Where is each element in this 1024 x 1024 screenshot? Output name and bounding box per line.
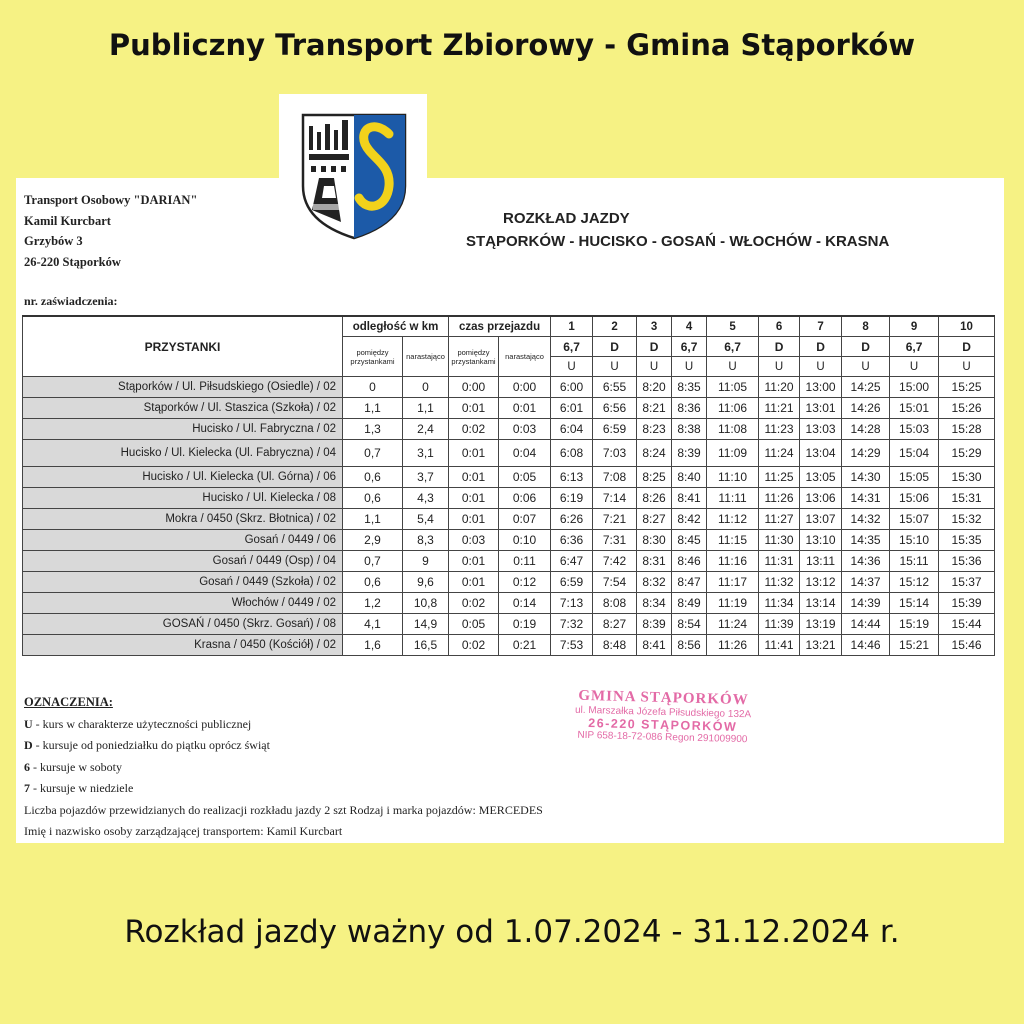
departure-time-cell: 6:59 — [551, 572, 593, 593]
stop-name-cell: Hucisko / Ul. Kielecka / 08 — [23, 488, 343, 509]
company-info — [24, 190, 197, 272]
legend — [24, 692, 543, 843]
distance-cell: 0,6 — [343, 467, 403, 488]
departure-time-cell: 11:26 — [759, 488, 800, 509]
legend-text: - kursuje od poniedziałku do piątku oprócz świąt — [32, 738, 270, 752]
timetable-body — [23, 377, 995, 656]
departure-time-cell: 7:32 — [551, 614, 593, 635]
distance-total-cell: 1,1 — [403, 398, 449, 419]
time-total-cell: 0:11 — [499, 551, 551, 572]
legend-text: - kursuje w niedziele — [30, 781, 134, 795]
departure-time-cell: 8:40 — [672, 467, 707, 488]
run-days: D — [800, 337, 842, 357]
distance-total-cell: 14,9 — [403, 614, 449, 635]
stamp-line: NIP 658-18-72-086 Regon 291009900 — [577, 729, 748, 746]
departure-time-cell: 15:30 — [939, 467, 995, 488]
departure-time-cell: 8:35 — [672, 377, 707, 398]
stamp-line: ul. Marszałka Józefa Piłsudskiego 132A — [574, 704, 752, 721]
run-type: U — [759, 357, 800, 377]
departure-time-cell: 14:28 — [842, 419, 890, 440]
table-row — [23, 593, 995, 614]
departure-time-cell: 11:20 — [759, 377, 800, 398]
departure-time-cell: 8:31 — [637, 551, 672, 572]
legend-code: 6 — [24, 759, 30, 774]
departure-time-cell: 8:27 — [637, 509, 672, 530]
company-name: Transport Osobowy "DARIAN" — [24, 193, 198, 207]
stops-header: PRZYSTANKI — [23, 316, 343, 377]
time-total-cell: 0:04 — [499, 440, 551, 467]
stop-name-cell: Mokra / 0450 (Skrz. Błotnica) / 02 — [23, 509, 343, 530]
distance-total-cell: 2,4 — [403, 419, 449, 440]
run-days: D — [939, 337, 995, 357]
departure-time-cell: 8:42 — [672, 509, 707, 530]
distance-cell: 0,7 — [343, 440, 403, 467]
departure-time-cell: 13:00 — [800, 377, 842, 398]
departure-time-cell: 15:37 — [939, 572, 995, 593]
distance-total-cell: 10,8 — [403, 593, 449, 614]
departure-time-cell: 8:23 — [637, 419, 672, 440]
table-row — [23, 377, 995, 398]
departure-time-cell: 6:55 — [593, 377, 637, 398]
departure-time-cell: 7:31 — [593, 530, 637, 551]
run-number: 8 — [842, 316, 890, 337]
distance-total-cell: 16,5 — [403, 635, 449, 656]
run-type: U — [672, 357, 707, 377]
departure-time-cell: 13:07 — [800, 509, 842, 530]
distance-header: odległość w km — [343, 316, 449, 337]
run-number: 5 — [707, 316, 759, 337]
departure-time-cell: 15:21 — [890, 635, 939, 656]
departure-time-cell: 8:30 — [637, 530, 672, 551]
departure-time-cell: 13:19 — [800, 614, 842, 635]
departure-time-cell: 11:31 — [759, 551, 800, 572]
departure-time-cell: 6:01 — [551, 398, 593, 419]
departure-time-cell: 11:16 — [707, 551, 759, 572]
departure-time-cell: 14:36 — [842, 551, 890, 572]
departure-time-cell: 8:27 — [593, 614, 637, 635]
distance-total-cell: 9 — [403, 551, 449, 572]
run-type: U — [637, 357, 672, 377]
run-number: 7 — [800, 316, 842, 337]
run-days: D — [593, 337, 637, 357]
departure-time-cell: 11:08 — [707, 419, 759, 440]
table-row — [23, 635, 995, 656]
run-number: 6 — [759, 316, 800, 337]
time-cell: 0:02 — [449, 593, 499, 614]
distance-cell: 4,1 — [343, 614, 403, 635]
departure-time-cell: 6:04 — [551, 419, 593, 440]
departure-time-cell: 11:30 — [759, 530, 800, 551]
logo-container — [279, 94, 427, 254]
distance-cell: 1,1 — [343, 398, 403, 419]
time-total-cell: 0:01 — [499, 398, 551, 419]
departure-time-cell: 14:29 — [842, 440, 890, 467]
run-days: 6,7 — [672, 337, 707, 357]
departure-time-cell: 7:42 — [593, 551, 637, 572]
time-total-cell: 0:06 — [499, 488, 551, 509]
departure-time-cell: 15:10 — [890, 530, 939, 551]
stop-name-cell: Gosań / 0449 (Szkoła) / 02 — [23, 572, 343, 593]
departure-time-cell: 13:11 — [800, 551, 842, 572]
run-type: U — [800, 357, 842, 377]
distance-cell: 1,6 — [343, 635, 403, 656]
departure-time-cell: 11:17 — [707, 572, 759, 593]
time-cumulative-header: narastająco — [499, 337, 551, 377]
legend-code: 7 — [24, 781, 30, 795]
certificate-label: nr. zaświadczenia: — [24, 294, 118, 308]
departure-time-cell: 13:04 — [800, 440, 842, 467]
distance-cell: 2,9 — [343, 530, 403, 551]
departure-time-cell: 8:34 — [637, 593, 672, 614]
departure-time-cell: 7:14 — [593, 488, 637, 509]
table-row — [23, 488, 995, 509]
legend-heading: OZNACZENIA: — [24, 695, 113, 709]
departure-time-cell: 15:12 — [890, 572, 939, 593]
time-cell: 0:01 — [449, 398, 499, 419]
departure-time-cell: 8:41 — [637, 635, 672, 656]
distance-total-cell: 3,1 — [403, 440, 449, 467]
time-cell: 0:02 — [449, 419, 499, 440]
departure-time-cell: 6:36 — [551, 530, 593, 551]
time-cell: 0:01 — [449, 509, 499, 530]
departure-time-cell: 13:12 — [800, 572, 842, 593]
legend-item — [24, 778, 543, 800]
departure-time-cell: 14:37 — [842, 572, 890, 593]
time-cell: 0:01 — [449, 551, 499, 572]
distance-total-cell: 4,3 — [403, 488, 449, 509]
departure-time-cell: 14:31 — [842, 488, 890, 509]
departure-time-cell: 6:08 — [551, 440, 593, 467]
distance-total-cell: 8,3 — [403, 530, 449, 551]
time-total-cell: 0:03 — [499, 419, 551, 440]
departure-time-cell: 15:28 — [939, 419, 995, 440]
departure-time-cell: 11:19 — [707, 593, 759, 614]
run-days: D — [759, 337, 800, 357]
departure-time-cell: 6:00 — [551, 377, 593, 398]
stop-name-cell: Hucisko / Ul. Kielecka (Ul. Górna) / 06 — [23, 467, 343, 488]
departure-time-cell: 6:56 — [593, 398, 637, 419]
company-street: Grzybów 3 — [24, 234, 83, 248]
departure-time-cell: 15:44 — [939, 614, 995, 635]
table-row — [23, 614, 995, 635]
distance-cell: 0 — [343, 377, 403, 398]
departure-time-cell: 15:07 — [890, 509, 939, 530]
time-total-cell: 0:07 — [499, 509, 551, 530]
time-total-cell: 0:12 — [499, 572, 551, 593]
departure-time-cell: 8:24 — [637, 440, 672, 467]
time-cell: 0:05 — [449, 614, 499, 635]
legend-code: D — [24, 738, 33, 752]
time-cell: 0:00 — [449, 377, 499, 398]
departure-time-cell: 6:19 — [551, 488, 593, 509]
run-number: 10 — [939, 316, 995, 337]
run-type: U — [890, 357, 939, 377]
table-row — [23, 509, 995, 530]
table-row — [23, 440, 995, 467]
departure-time-cell: 11:12 — [707, 509, 759, 530]
departure-time-cell: 8:49 — [672, 593, 707, 614]
departure-time-cell: 8:32 — [637, 572, 672, 593]
departure-time-cell: 11:21 — [759, 398, 800, 419]
run-number: 1 — [551, 316, 593, 337]
time-between-header: pomiędzy przystankami — [449, 337, 499, 377]
distance-cell: 0,7 — [343, 551, 403, 572]
schedule-route: STĄPORKÓW - HUCISKO - GOSAŃ - WŁOCHÓW - KRASNA — [466, 233, 890, 250]
stop-name-cell: Stąporków / Ul. Piłsudskiego (Osiedle) / 02 — [23, 377, 343, 398]
vehicles-info: Liczba pojazdów przewidzianych do realizacji rozkładu jazdy 2 szt Rodzaj i marka pojazdów: MERCEDES — [24, 802, 543, 817]
departure-time-cell: 15:32 — [939, 509, 995, 530]
time-total-cell: 0:05 — [499, 467, 551, 488]
table-row — [23, 530, 995, 551]
departure-time-cell: 15:36 — [939, 551, 995, 572]
run-days: 6,7 — [707, 337, 759, 357]
run-type: U — [707, 357, 759, 377]
time-total-cell: 0:14 — [499, 593, 551, 614]
time-cell: 0:01 — [449, 572, 499, 593]
timetable — [22, 315, 995, 656]
departure-time-cell: 15:35 — [939, 530, 995, 551]
departure-time-cell: 13:14 — [800, 593, 842, 614]
departure-time-cell: 11:05 — [707, 377, 759, 398]
departure-time-cell: 8:21 — [637, 398, 672, 419]
distance-total-cell: 5,4 — [403, 509, 449, 530]
departure-time-cell: 14:26 — [842, 398, 890, 419]
time-cell: 0:03 — [449, 530, 499, 551]
validity-footer: Rozkład jazdy ważny od 1.07.2024 - 31.12.2024 r. — [124, 914, 900, 950]
departure-time-cell: 11:34 — [759, 593, 800, 614]
table-row — [23, 398, 995, 419]
departure-time-cell: 14:46 — [842, 635, 890, 656]
time-cell: 0:01 — [449, 488, 499, 509]
legend-text: - kursuje w soboty — [30, 759, 122, 774]
run-days: D — [842, 337, 890, 357]
distance-total-cell: 3,7 — [403, 467, 449, 488]
departure-time-cell: 14:32 — [842, 509, 890, 530]
run-number: 9 — [890, 316, 939, 337]
run-number: 2 — [593, 316, 637, 337]
departure-time-cell: 8:08 — [593, 593, 637, 614]
departure-time-cell: 11:23 — [759, 419, 800, 440]
departure-time-cell: 15:29 — [939, 440, 995, 467]
legend-item — [24, 714, 543, 736]
departure-time-cell: 15:46 — [939, 635, 995, 656]
stop-name-cell: Hucisko / Ul. Kielecka (Ul. Fabryczna) / 04 — [23, 440, 343, 467]
run-days: 6,7 — [890, 337, 939, 357]
departure-time-cell: 14:39 — [842, 593, 890, 614]
departure-time-cell: 8:41 — [672, 488, 707, 509]
departure-time-cell: 11:32 — [759, 572, 800, 593]
departure-time-cell: 6:26 — [551, 509, 593, 530]
company-city: 26-220 Stąporków — [24, 254, 121, 269]
departure-time-cell: 8:48 — [593, 635, 637, 656]
departure-time-cell: 15:04 — [890, 440, 939, 467]
departure-time-cell: 7:03 — [593, 440, 637, 467]
stop-name-cell: Gosań / 0449 (Osp) / 04 — [23, 551, 343, 572]
departure-time-cell: 15:39 — [939, 593, 995, 614]
time-header: czas przejazdu — [449, 316, 551, 337]
coat-of-arms-shield-icon — [279, 94, 427, 254]
run-type: U — [842, 357, 890, 377]
time-total-cell: 0:21 — [499, 635, 551, 656]
legend-item — [24, 735, 543, 757]
departure-time-cell: 7:13 — [551, 593, 593, 614]
table-row — [23, 419, 995, 440]
departure-time-cell: 7:08 — [593, 467, 637, 488]
legend-item — [24, 757, 543, 779]
departure-time-cell: 15:14 — [890, 593, 939, 614]
departure-time-cell: 7:21 — [593, 509, 637, 530]
departure-time-cell: 13:10 — [800, 530, 842, 551]
departure-time-cell: 11:24 — [759, 440, 800, 467]
departure-time-cell: 8:56 — [672, 635, 707, 656]
run-days: D — [637, 337, 672, 357]
departure-time-cell: 14:44 — [842, 614, 890, 635]
departure-time-cell: 11:27 — [759, 509, 800, 530]
departure-time-cell: 8:36 — [672, 398, 707, 419]
stop-name-cell: Włochów / 0449 / 02 — [23, 593, 343, 614]
departure-time-cell: 15:00 — [890, 377, 939, 398]
departure-time-cell: 11:41 — [759, 635, 800, 656]
stamp-line: GMINA STĄPORKÓW — [578, 687, 749, 709]
departure-time-cell: 13:21 — [800, 635, 842, 656]
departure-time-cell: 8:47 — [672, 572, 707, 593]
legend-text: - kurs w charakterze użyteczności publicznej — [32, 716, 252, 731]
time-total-cell: 0:10 — [499, 530, 551, 551]
stop-name-cell: Stąporków / Ul. Staszica (Szkoła) / 02 — [23, 398, 343, 419]
departure-time-cell: 13:05 — [800, 467, 842, 488]
time-total-cell: 0:19 — [499, 614, 551, 635]
departure-time-cell: 8:46 — [672, 551, 707, 572]
run-number: 4 — [672, 316, 707, 337]
departure-time-cell: 15:06 — [890, 488, 939, 509]
stamp-line: 26-220 STĄPORKÓW — [588, 716, 738, 734]
departure-time-cell: 14:35 — [842, 530, 890, 551]
departure-time-cell: 7:54 — [593, 572, 637, 593]
departure-time-cell: 8:38 — [672, 419, 707, 440]
run-number: 3 — [637, 316, 672, 337]
distance-cumulative-header: narastająco — [403, 337, 449, 377]
departure-time-cell: 14:25 — [842, 377, 890, 398]
departure-time-cell: 11:10 — [707, 467, 759, 488]
stop-name-cell: Krasna / 0450 (Kościół) / 02 — [23, 635, 343, 656]
time-cell: 0:01 — [449, 440, 499, 467]
time-total-cell: 0:00 — [499, 377, 551, 398]
legend-code: U — [24, 716, 33, 731]
departure-time-cell: 8:39 — [637, 614, 672, 635]
run-days: 6,7 — [551, 337, 593, 357]
stop-name-cell: Hucisko / Ul. Fabryczna / 02 — [23, 419, 343, 440]
departure-time-cell: 15:26 — [939, 398, 995, 419]
manager-info: Imię i nazwisko osoby zarządzającej transportem: Kamil Kurcbart — [24, 824, 343, 838]
departure-time-cell: 11:06 — [707, 398, 759, 419]
page-title: Publiczny Transport Zbiorowy - Gmina Stąporków — [108, 28, 916, 62]
distance-total-cell: 9,6 — [403, 572, 449, 593]
stop-name-cell: Gosań / 0449 / 06 — [23, 530, 343, 551]
departure-time-cell: 11:25 — [759, 467, 800, 488]
table-row — [23, 467, 995, 488]
schedule-title: ROZKŁAD JAZDY — [503, 210, 630, 227]
departure-time-cell: 8:54 — [672, 614, 707, 635]
departure-time-cell: 8:45 — [672, 530, 707, 551]
departure-time-cell: 7:53 — [551, 635, 593, 656]
departure-time-cell: 8:26 — [637, 488, 672, 509]
departure-time-cell: 11:11 — [707, 488, 759, 509]
run-type: U — [939, 357, 995, 377]
departure-time-cell: 15:11 — [890, 551, 939, 572]
table-row — [23, 572, 995, 593]
departure-time-cell: 13:06 — [800, 488, 842, 509]
departure-time-cell: 15:05 — [890, 467, 939, 488]
run-type: U — [593, 357, 637, 377]
departure-time-cell: 8:39 — [672, 440, 707, 467]
departure-time-cell: 15:19 — [890, 614, 939, 635]
distance-cell: 0,6 — [343, 572, 403, 593]
departure-time-cell: 15:31 — [939, 488, 995, 509]
departure-time-cell: 11:26 — [707, 635, 759, 656]
company-owner: Kamil Kurcbart — [24, 213, 111, 228]
departure-time-cell: 15:01 — [890, 398, 939, 419]
distance-cell: 0,6 — [343, 488, 403, 509]
stop-name-cell: GOSAŃ / 0450 (Skrz. Gosań) / 08 — [23, 614, 343, 635]
departure-time-cell: 6:47 — [551, 551, 593, 572]
time-cell: 0:02 — [449, 635, 499, 656]
departure-time-cell: 15:03 — [890, 419, 939, 440]
departure-time-cell: 8:25 — [637, 467, 672, 488]
run-type: U — [551, 357, 593, 377]
table-row — [23, 551, 995, 572]
departure-time-cell: 11:24 — [707, 614, 759, 635]
distance-between-header: pomiędzy przystankami — [343, 337, 403, 377]
time-cell: 0:01 — [449, 467, 499, 488]
distance-cell: 1,3 — [343, 419, 403, 440]
departure-time-cell: 15:25 — [939, 377, 995, 398]
official-stamp — [547, 687, 778, 746]
departure-time-cell: 13:01 — [800, 398, 842, 419]
departure-time-cell: 11:09 — [707, 440, 759, 467]
departure-time-cell: 11:39 — [759, 614, 800, 635]
departure-time-cell: 13:03 — [800, 419, 842, 440]
departure-time-cell: 8:20 — [637, 377, 672, 398]
departure-time-cell: 14:30 — [842, 467, 890, 488]
departure-time-cell: 11:15 — [707, 530, 759, 551]
departure-time-cell: 6:13 — [551, 467, 593, 488]
distance-total-cell: 0 — [403, 377, 449, 398]
distance-cell: 1,1 — [343, 509, 403, 530]
distance-cell: 1,2 — [343, 593, 403, 614]
departure-time-cell: 6:59 — [593, 419, 637, 440]
